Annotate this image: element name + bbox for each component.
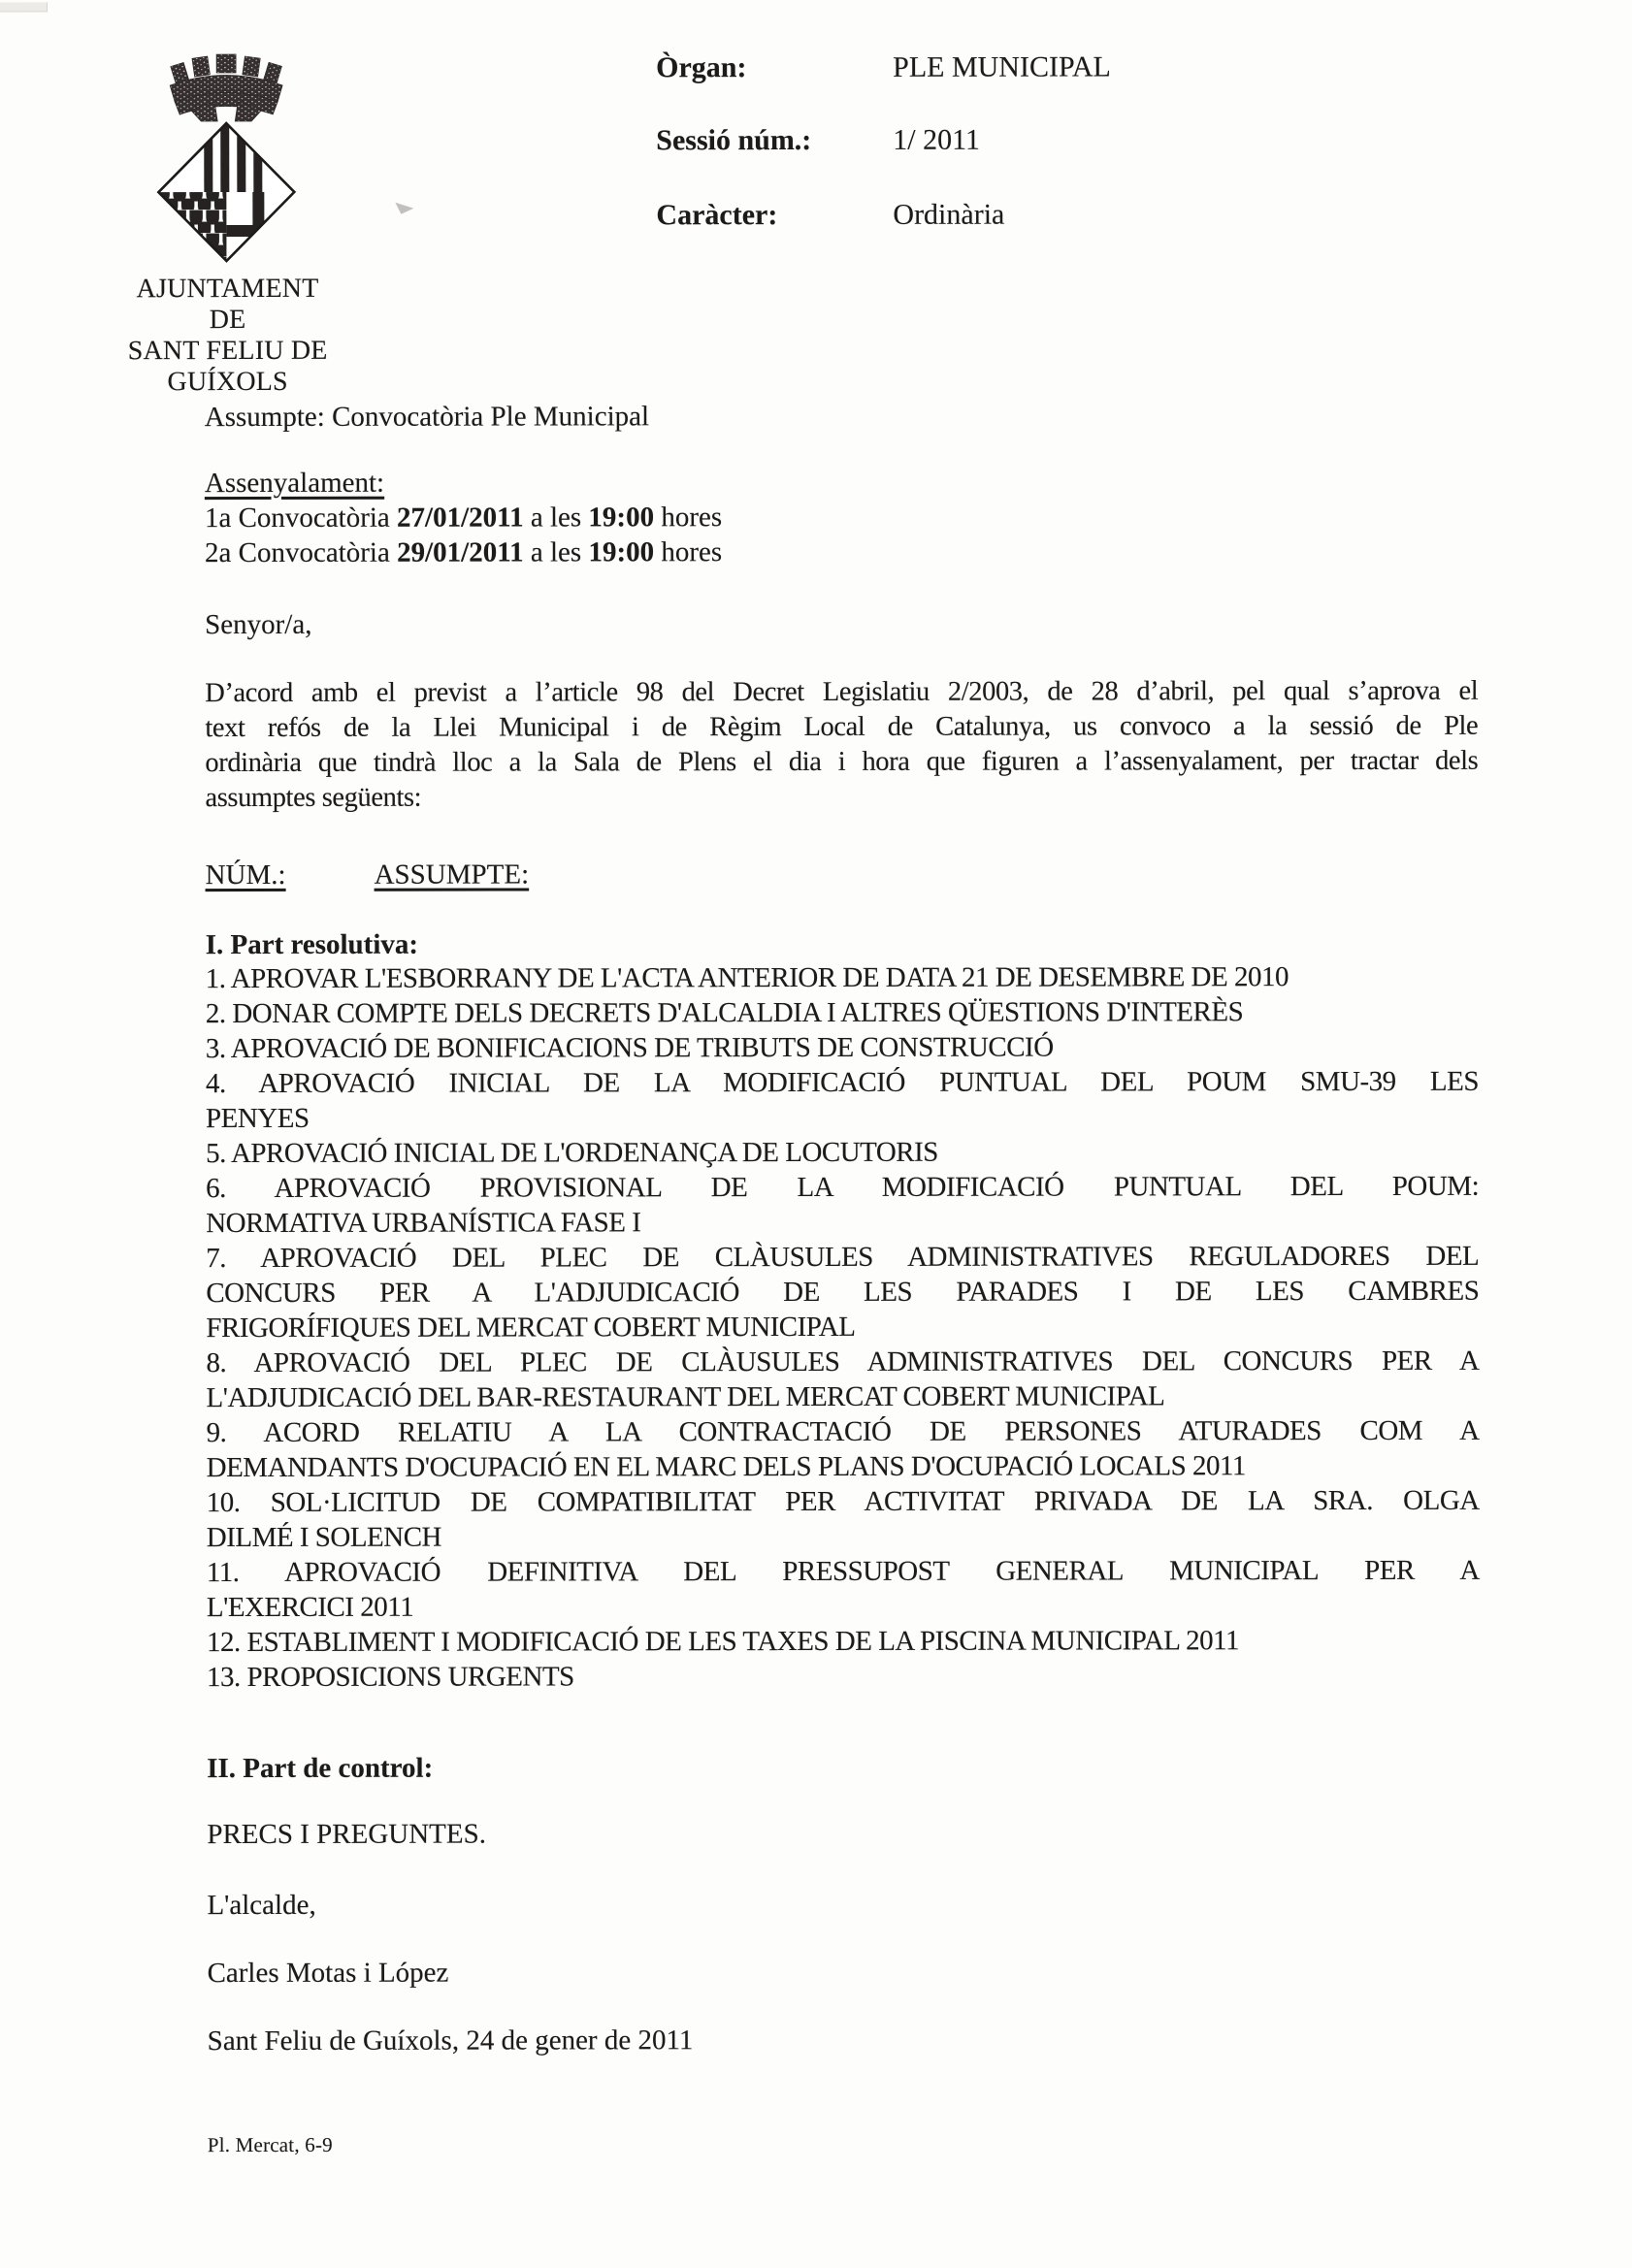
agenda-item-line: 13. PROPOSICIONS URGENTS	[206, 1661, 574, 1694]
intro-line: D’acord amb el previst a l’article 98 del Decret Legislatiu 2/2003, de 28 d’abril, pel qual s’aprova el	[205, 675, 1479, 709]
agenda-item-line: 2. DONAR COMPTE DELS DECRETS D'ALCALDIA I ALTRES QÜESTIONS D'INTERÈS	[205, 996, 1244, 1030]
agenda-item-line: 11. APROVACIÓ DEFINITIVA DEL PRESSUPOST GENERAL MUNICIPAL PER A	[206, 1554, 1480, 1589]
session-number-label: Sessió núm.:	[656, 123, 812, 157]
org-name-line: SANT FELIU DE GUÍXOLS	[127, 335, 328, 398]
closing-salutation: L'alcalde,	[207, 1889, 316, 1922]
agenda-item-line: 1. APROVAR L'ESBORRANY DE L'ACTA ANTERIOR DE DATA 21 DE DESEMBRE DE 2010	[205, 961, 1289, 995]
agenda-item-line: 4. APROVACIÓ INICIAL DE LA MODIFICACIÓ PUNTUAL DEL POUM SMU-39 LES	[205, 1065, 1479, 1100]
organ-field-value: PLE MUNICIPAL	[893, 50, 1111, 83]
coat-of-arms-icon	[155, 47, 297, 264]
mural-crown-icon	[170, 54, 282, 121]
convocation-text: a les	[523, 536, 589, 568]
convocation-bold-value: 19:00	[588, 536, 655, 568]
intro-line: text refós de la Llei Municipal i de Règim Local de Catalunya, us convoco a la sessió de Ple	[205, 710, 1479, 744]
agenda-item-line: CONCURS PER A L'ADJUDICACIÓ DE LES PARADES I DE LES CAMBRES	[206, 1275, 1480, 1310]
agenda-item-line: 3. APROVACIÓ DE BONIFICACIONS DE TRIBUTS DE CONSTRUCCIÓ	[205, 1031, 1054, 1065]
character-field-label: Caràcter:	[656, 199, 778, 232]
subject-line: Assumpte: Convocatòria Ple Municipal	[204, 401, 650, 434]
convocation-line	[205, 499, 1478, 535]
convocation-bold-value: 19:00	[588, 502, 655, 534]
convocation-line	[205, 534, 1478, 570]
organ-field-label: Òrgan:	[656, 51, 747, 84]
intro-line: ordinària que tindrà lloc a la Sala de Plens el dia i hora que figuren a l’assenyalament, per tractar dels	[205, 745, 1479, 779]
part1-heading: I. Part resolutiva:	[205, 928, 419, 961]
part2-item: PRECS I PREGUNTES.	[207, 1818, 486, 1851]
agenda-item-line: DEMANDANTS D'OCUPACIÓ EN EL MARC DELS PLANS D'OCUPACIÓ LOCALS 2011	[206, 1450, 1246, 1484]
salutation: Senyor/a,	[205, 608, 312, 641]
agenda-item-line: 12. ESTABLIMENT I MODIFICACIÓ DE LES TAXES DE LA PISCINA MUNICIPAL 2011	[206, 1625, 1240, 1659]
num-column-header: NÚM.:	[205, 859, 286, 891]
columns-header-row	[206, 856, 1479, 892]
agenda-item-line: 10. SOL·LICITUD DE COMPATIBILITAT PER ACTIVITAT PRIVADA DE LA SRA. OLGA	[206, 1484, 1480, 1519]
agenda-item-line: FRIGORÍFIQUES DEL MERCAT COBERT MUNICIPAL	[206, 1311, 856, 1345]
agenda-item-line: 9. ACORD RELATIU A LA CONTRACTACIÓ DE PERSONES ATURADES COM A	[206, 1414, 1480, 1449]
agenda-item-line: 6. APROVACIÓ PROVISIONAL DE LA MODIFICACIÓ PUNTUAL DEL POUM:	[206, 1170, 1480, 1205]
place-and-date: Sant Feliu de Guíxols, 24 de gener de 2011	[207, 2025, 694, 2057]
agenda-item-line: L'ADJUDICACIÓ DEL BAR-RESTAURANT DEL MERCAT COBERT MUNICIPAL	[206, 1380, 1165, 1414]
scan-artifact-top-left	[0, 2, 48, 12]
convocation-text: hores	[654, 536, 723, 568]
schedule-block	[205, 464, 1478, 570]
session-number-value: 1/ 2011	[893, 123, 981, 156]
agenda-item-line: L'EXERCICI 2011	[206, 1591, 414, 1624]
assumpte-column-header: ASSUMPTE:	[374, 859, 530, 891]
agenda-item-line: PENYES	[205, 1102, 310, 1135]
agenda-list	[206, 959, 1480, 1695]
agenda-item-line: DILMÉ I SOLENCH	[206, 1521, 441, 1554]
agenda-item-line: 8. APROVACIÓ DEL PLEC DE CLÀUSULES ADMINISTRATIVES DEL CONCURS PER A	[206, 1345, 1480, 1379]
signer-name: Carles Motas i López	[207, 1957, 449, 1990]
part2-heading: II. Part de control:	[207, 1752, 434, 1785]
convocation-text: a les	[523, 502, 589, 534]
footer-address: Pl. Mercat, 6-9	[207, 2132, 333, 2157]
convocation-text: hores	[654, 502, 723, 534]
agenda-item-line: 7. APROVACIÓ DEL PLEC DE CLÀUSULES ADMINISTRATIVES REGULADORES DEL	[206, 1240, 1480, 1275]
convocation-text: 2a Convocatòria	[204, 536, 398, 569]
scan-artifact-smudge	[393, 200, 416, 217]
convocation-bold-value: 27/01/2011	[397, 502, 524, 534]
organization-name	[66, 274, 388, 399]
intro-paragraph	[205, 674, 1478, 816]
intro-line: assumptes següents:	[205, 782, 422, 814]
schedule-heading: Assenyalament:	[204, 467, 385, 500]
convocation-bold-value: 29/01/2011	[397, 536, 524, 568]
agenda-item-line: NORMATIVA URBANÍSTICA FASE I	[206, 1207, 641, 1240]
org-name-line: DE	[209, 305, 246, 336]
character-field-value: Ordinària	[893, 198, 1005, 231]
lozenge-shield-icon	[158, 123, 294, 261]
convocation-lines	[205, 499, 1478, 570]
org-name-line: AJUNTAMENT	[136, 273, 319, 305]
convocation-text: 1a Convocatòria	[204, 502, 398, 535]
agenda-item-line: 5. APROVACIÓ INICIAL DE L'ORDENANÇA DE LOCUTORIS	[206, 1136, 938, 1170]
